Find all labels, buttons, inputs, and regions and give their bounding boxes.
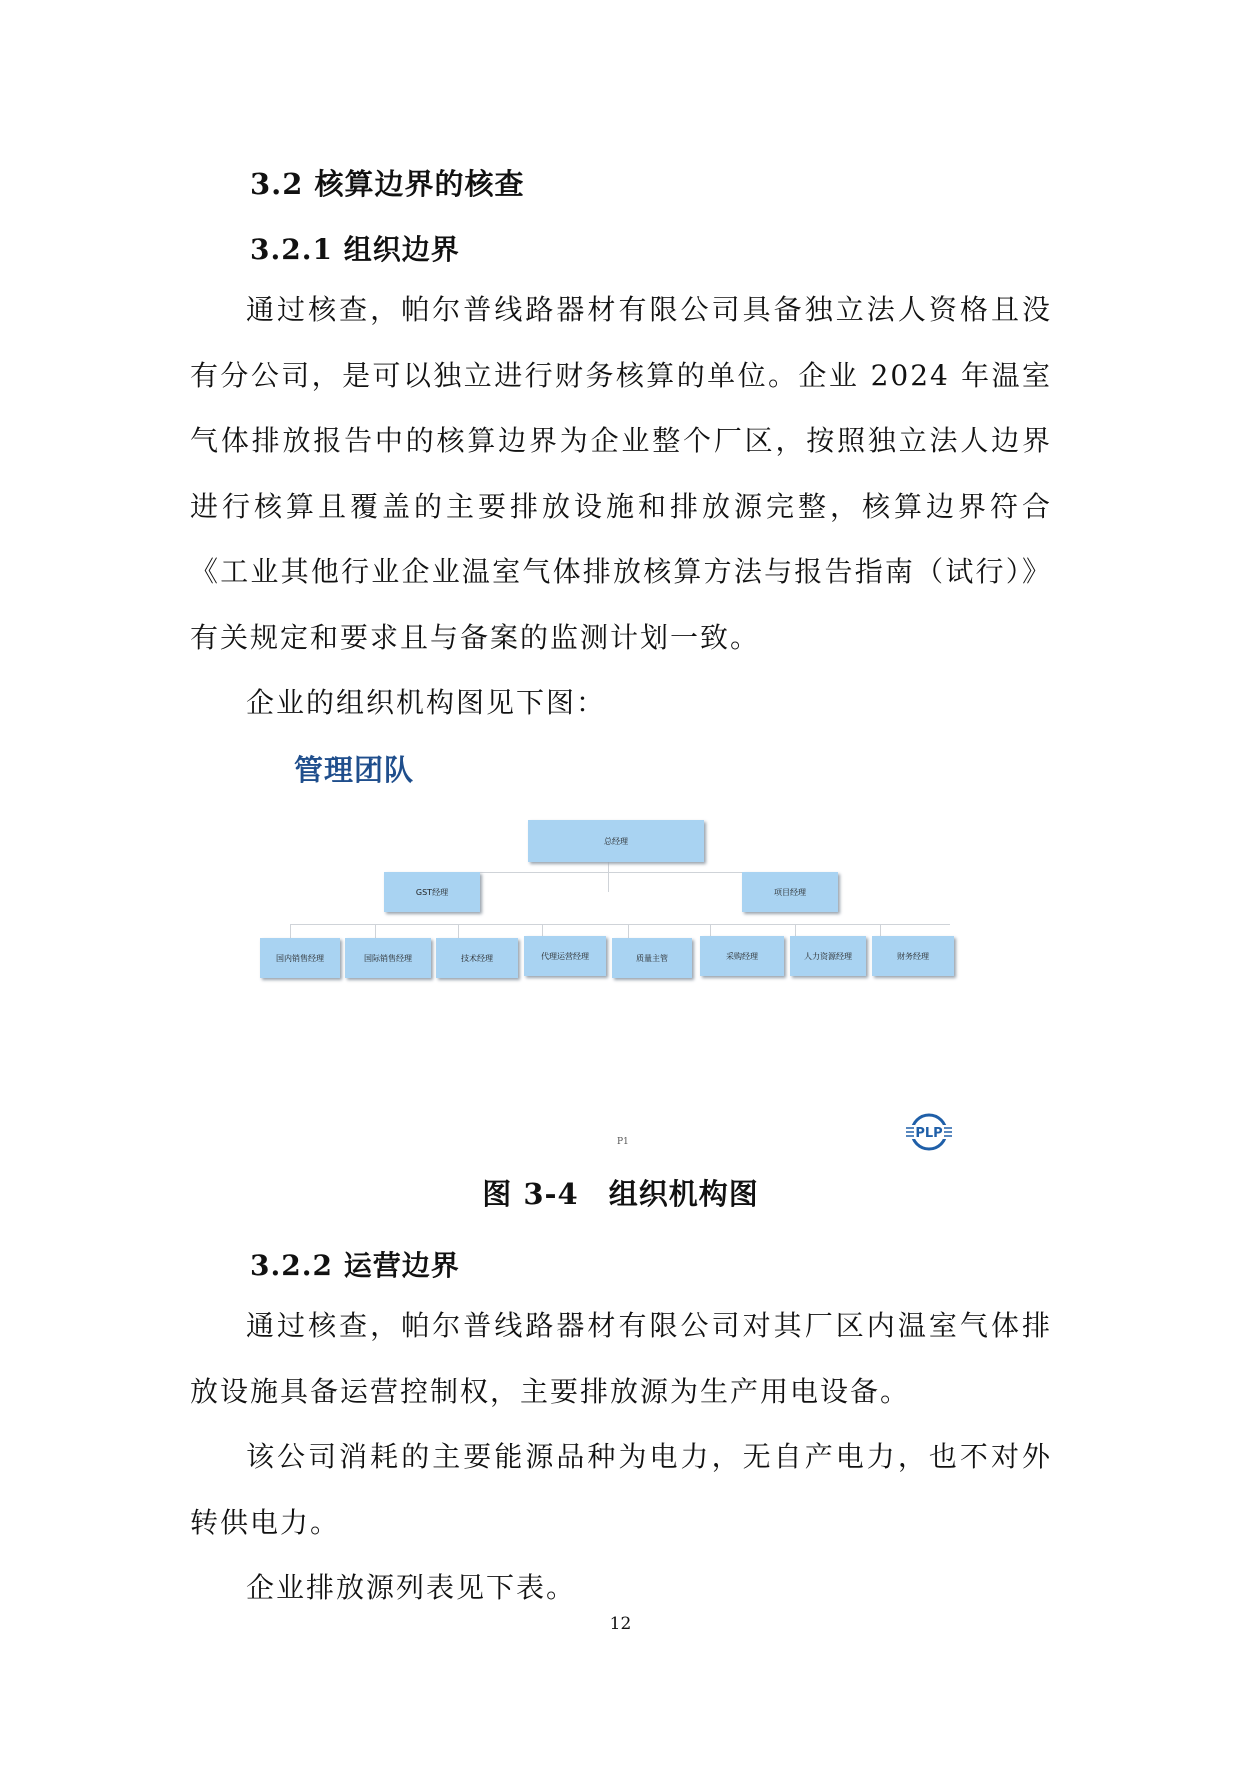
org-node-domestic-sales: 国内销售经理 [260,938,340,978]
paragraph-operation-boundary: 通过核查，帕尔普线路器材有限公司对其厂区内温室气体排放设施具备运营控制权，主要排放源为生产用电设备。 [190,1309,1052,1408]
org-chart-title: 管理团队 [294,753,415,787]
paragraph-organization-boundary: 通过核查，帕尔普线路器材有限公司具备独立法人资格且没有分公司，是可以独立进行财务核算的单位。企业 2024 年温室气体排放报告中的核算边界为企业整个厂区，按照独立法人边界进行核算且覆盖的主要排放设施和排放源完整，核算边界符合《工业其他行业企业温室气体排放核算方法与报告指南（试行）》有关规定和要求且与备案的监测计划一致。 [190,293,1052,654]
section-heading: 3.2 核算边界的核查 [250,167,525,201]
subsection-heading-organization: 3.2.1 组织边界 [250,233,460,266]
org-node-gst-manager: GST经理 [384,872,480,912]
org-node-project-manager: 项目经理 [742,872,838,912]
paragraph-emission-list-intro: 企业排放源列表见下表。 [246,1571,577,1604]
connector-line [608,862,609,892]
org-chart [250,820,990,1000]
org-node-general-manager: 总经理 [528,820,704,862]
figure-caption: 图 3-4 组织机构图 [482,1177,759,1211]
connector-line [290,924,950,925]
org-node-quality: 质量主管 [612,938,692,978]
org-node-purchasing: 采购经理 [700,936,784,976]
org-node-hr: 人力资源经理 [790,936,866,976]
paragraph-energy-source: 该公司消耗的主要能源品种为电力，无自产电力，也不对外转供电力。 [190,1440,1052,1539]
org-node-technical: 技术经理 [436,938,518,978]
logo-text: PLP [915,1126,943,1141]
subsection-heading-operation: 3.2.2 运营边界 [250,1249,460,1282]
org-node-finance: 财务经理 [872,936,954,976]
slide-page-label: P1 [617,1137,629,1147]
paragraph-org-chart-intro: 企业的组织机构图见下图： [246,686,607,719]
org-node-international-sales: 国际销售经理 [345,938,431,978]
org-node-agent-operations: 代理运营经理 [524,936,606,976]
page-number: 12 [609,1614,632,1634]
plp-logo [904,1112,954,1152]
